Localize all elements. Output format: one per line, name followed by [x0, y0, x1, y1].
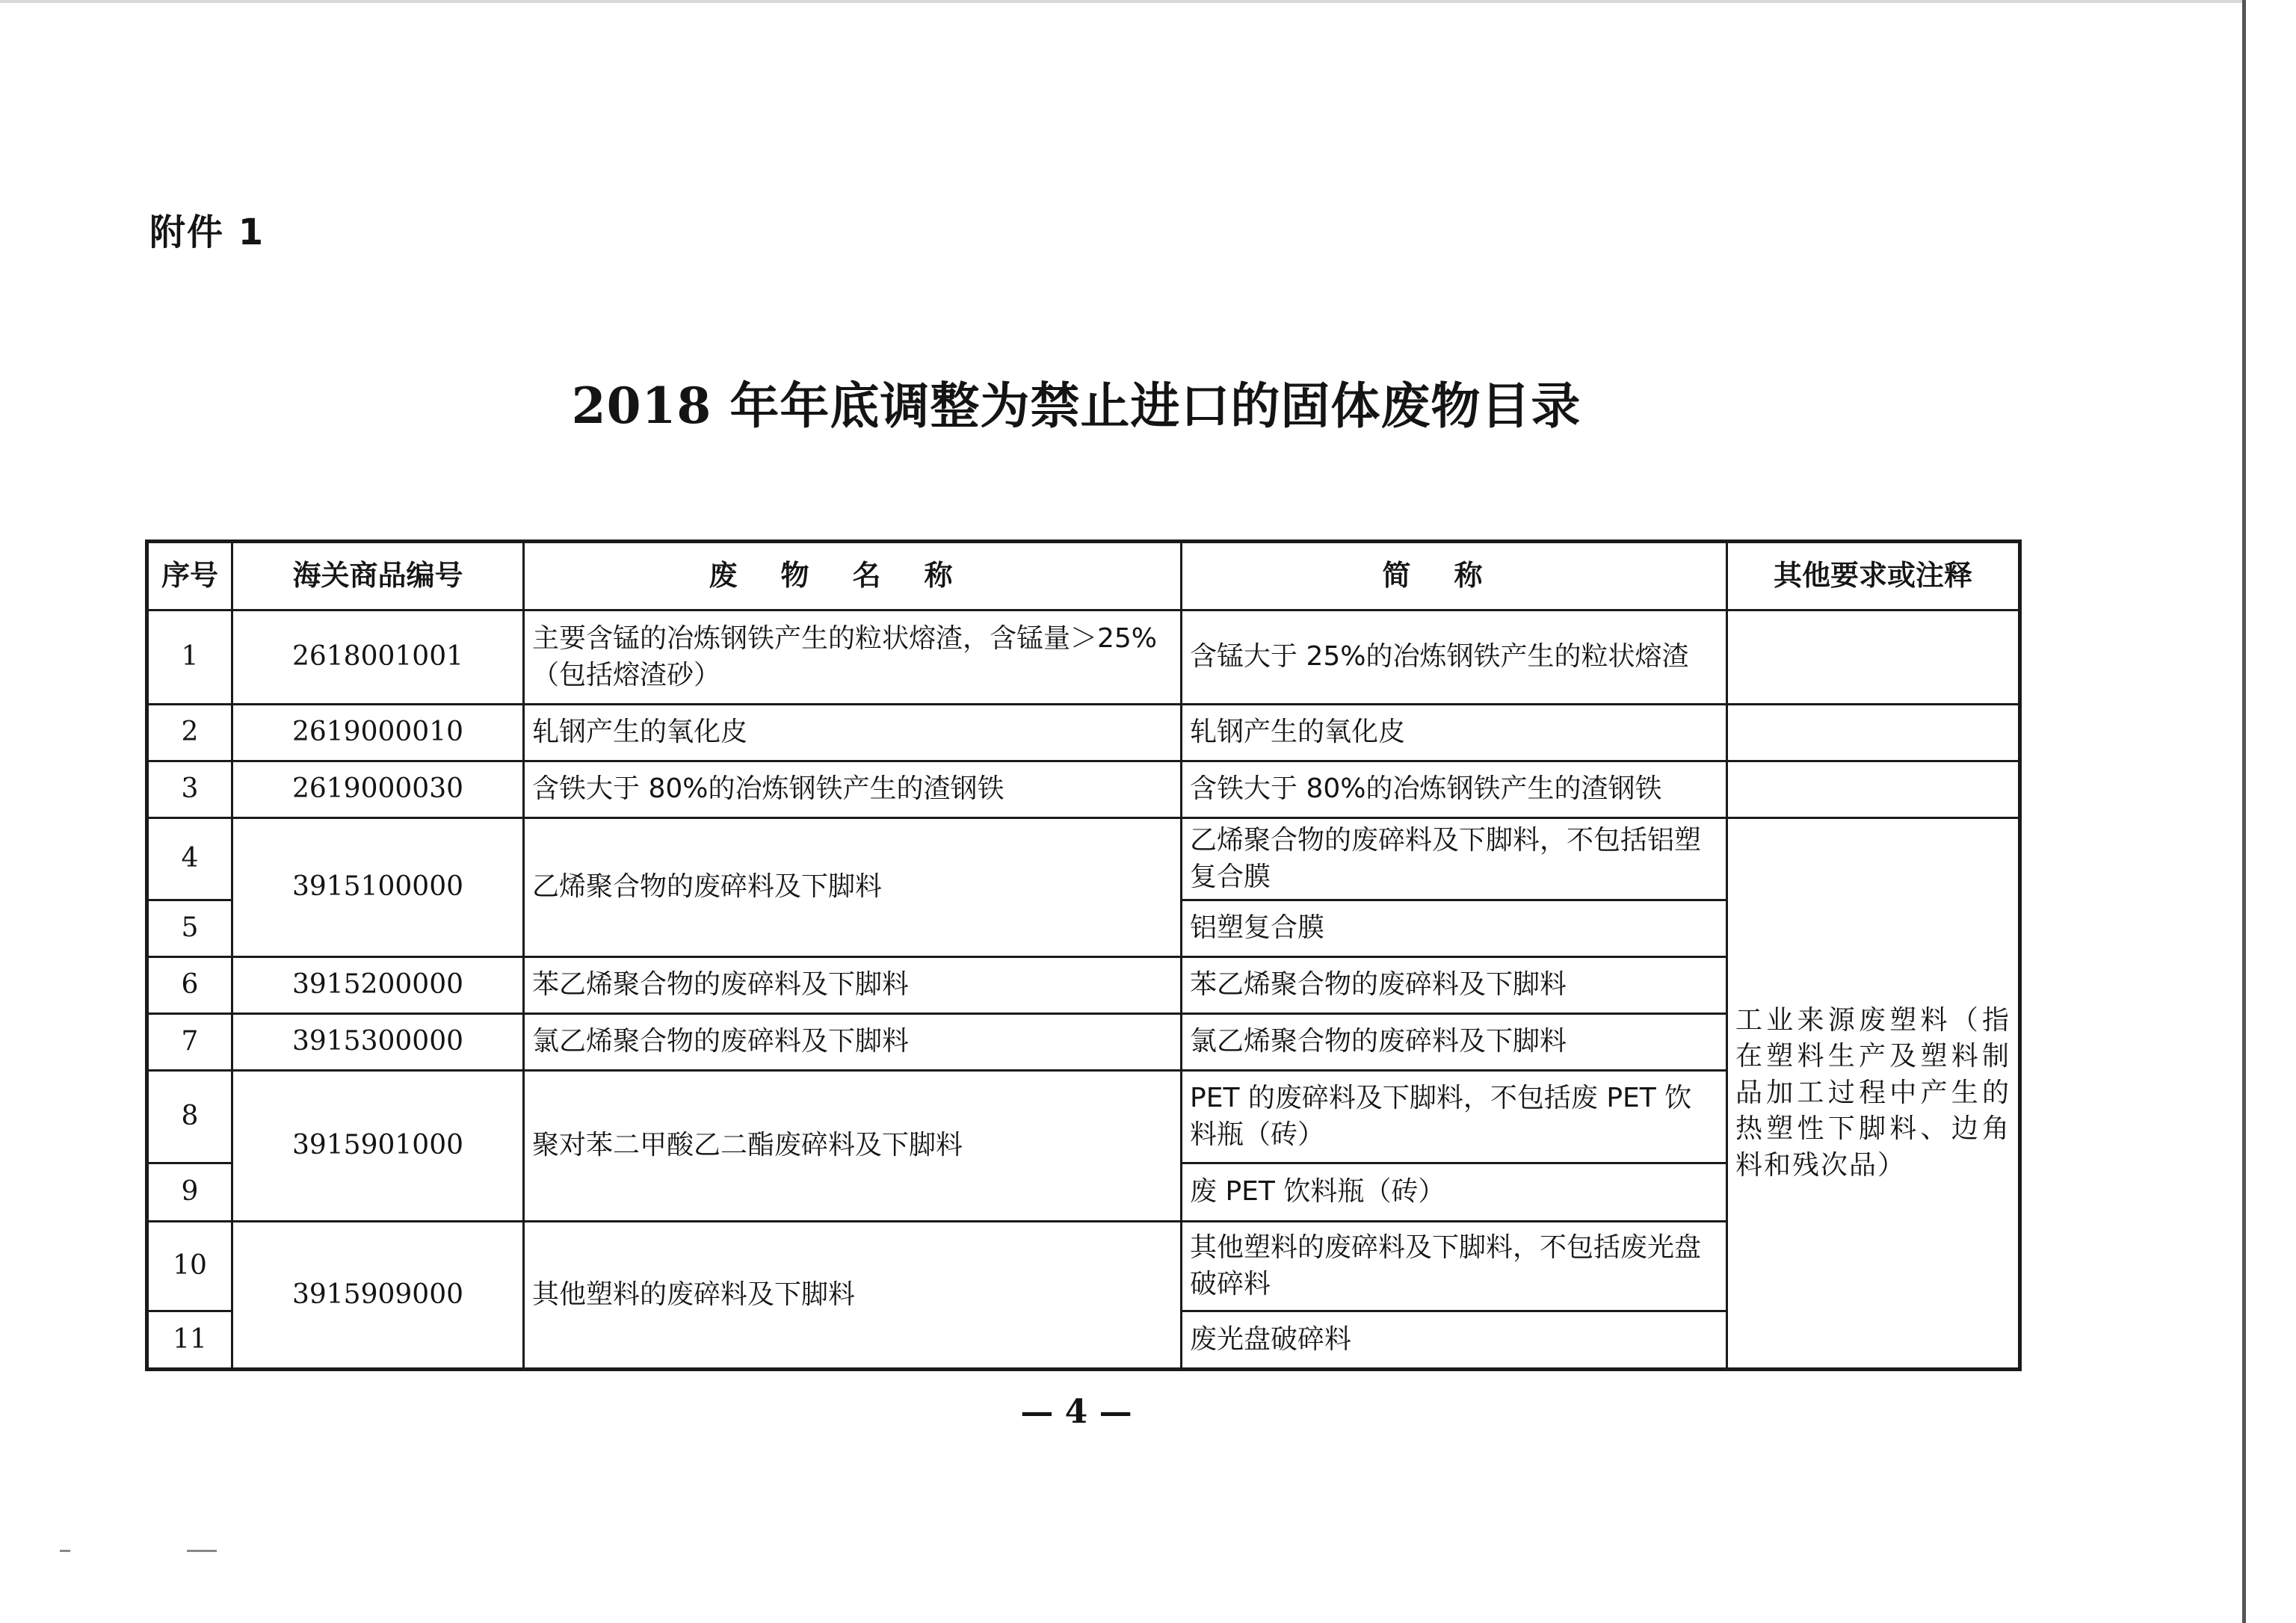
document-title: 2018 年年底调整为禁止进口的固体废物目录 — [571, 377, 1581, 435]
table-header-row — [147, 542, 2020, 610]
cell-abbreviation: 废 PET 饮料瓶（砖） — [1182, 1163, 1727, 1222]
cell-waste-name: 苯乙烯聚合物的废碎料及下脚料 — [524, 957, 1182, 1014]
table-row — [147, 818, 2020, 900]
cell-waste-name: 轧钢产生的氧化皮 — [524, 705, 1182, 761]
cell-group-remark: 工业来源废塑料（指在塑料生产及塑料制品加工过程中产生的热塑性下脚料、边角料和残次品） — [1727, 818, 2020, 1370]
cell-abbreviation: 铝塑复合膜 — [1182, 900, 1727, 957]
catalog-table-container — [145, 540, 2018, 1371]
cell-waste-name: 聚对苯二甲酸乙二酯废碎料及下脚料 — [524, 1071, 1182, 1222]
cell-remark-empty — [1727, 761, 2020, 818]
scan-speck — [60, 1550, 70, 1552]
cell-abbreviation: 氯乙烯聚合物的废碎料及下脚料 — [1182, 1014, 1727, 1071]
cell-waste-name: 其他塑料的废碎料及下脚料 — [524, 1222, 1182, 1370]
top-scan-edge — [0, 0, 2242, 3]
cell-seq: 7 — [147, 1014, 232, 1071]
cell-customs-code: 3915901000 — [232, 1071, 524, 1222]
table-row — [147, 761, 2020, 818]
header-abbreviation: 简称 — [1182, 542, 1727, 610]
cell-customs-code: 3915200000 — [232, 957, 524, 1014]
cell-seq: 2 — [147, 705, 232, 761]
cell-customs-code: 2619000030 — [232, 761, 524, 818]
right-scan-edge — [2242, 0, 2246, 1623]
header-customs-code: 海关商品编号 — [232, 542, 524, 610]
cell-customs-code: 3915300000 — [232, 1014, 524, 1071]
table-row — [147, 705, 2020, 761]
cell-waste-name: 乙烯聚合物的废碎料及下脚料 — [524, 818, 1182, 957]
cell-seq: 4 — [147, 818, 232, 900]
cell-abbreviation: 乙烯聚合物的废碎料及下脚料，不包括铝塑复合膜 — [1182, 818, 1727, 900]
cell-abbreviation: 其他塑料的废碎料及下脚料，不包括废光盘破碎料 — [1182, 1222, 1727, 1311]
cell-abbreviation: 废光盘破碎料 — [1182, 1311, 1727, 1370]
cell-seq: 1 — [147, 610, 232, 705]
header-seq: 序号 — [147, 542, 232, 610]
header-waste-name: 废物名称 — [524, 542, 1182, 610]
cell-waste-name: 氯乙烯聚合物的废碎料及下脚料 — [524, 1014, 1182, 1071]
cell-waste-name: 含铁大于 80%的冶炼钢铁产生的渣钢铁 — [524, 761, 1182, 818]
cell-customs-code: 3915909000 — [232, 1222, 524, 1370]
cell-customs-code: 2618001001 — [232, 610, 524, 705]
cell-abbreviation: 苯乙烯聚合物的废碎料及下脚料 — [1182, 957, 1727, 1014]
cell-customs-code: 3915100000 — [232, 818, 524, 957]
cell-abbreviation: 含铁大于 80%的冶炼钢铁产生的渣钢铁 — [1182, 761, 1727, 818]
cell-remark-empty — [1727, 610, 2020, 705]
cell-seq: 3 — [147, 761, 232, 818]
cell-remark-empty — [1727, 705, 2020, 761]
cell-seq: 6 — [147, 957, 232, 1014]
attachment-label: 附件 1 — [149, 211, 265, 253]
cell-abbreviation: 含锰大于 25%的冶炼钢铁产生的粒状熔渣 — [1182, 610, 1727, 705]
cell-seq: 5 — [147, 900, 232, 957]
cell-seq: 10 — [147, 1222, 232, 1311]
scan-speck — [187, 1550, 217, 1552]
cell-abbreviation: PET 的废碎料及下脚料，不包括废 PET 饮料瓶（砖） — [1182, 1071, 1727, 1163]
cell-seq: 11 — [147, 1311, 232, 1370]
cell-abbreviation: 轧钢产生的氧化皮 — [1182, 705, 1727, 761]
header-remarks: 其他要求或注释 — [1727, 542, 2020, 610]
cell-seq: 8 — [147, 1071, 232, 1163]
cell-seq: 9 — [147, 1163, 232, 1222]
catalog-table — [145, 540, 2022, 1371]
cell-waste-name: 主要含锰的冶炼钢铁产生的粒状熔渣，含锰量＞25%（包括熔渣砂） — [524, 610, 1182, 705]
cell-customs-code: 2619000010 — [232, 705, 524, 761]
page-number: — 4 — — [1020, 1393, 1132, 1431]
table-row — [147, 610, 2020, 705]
